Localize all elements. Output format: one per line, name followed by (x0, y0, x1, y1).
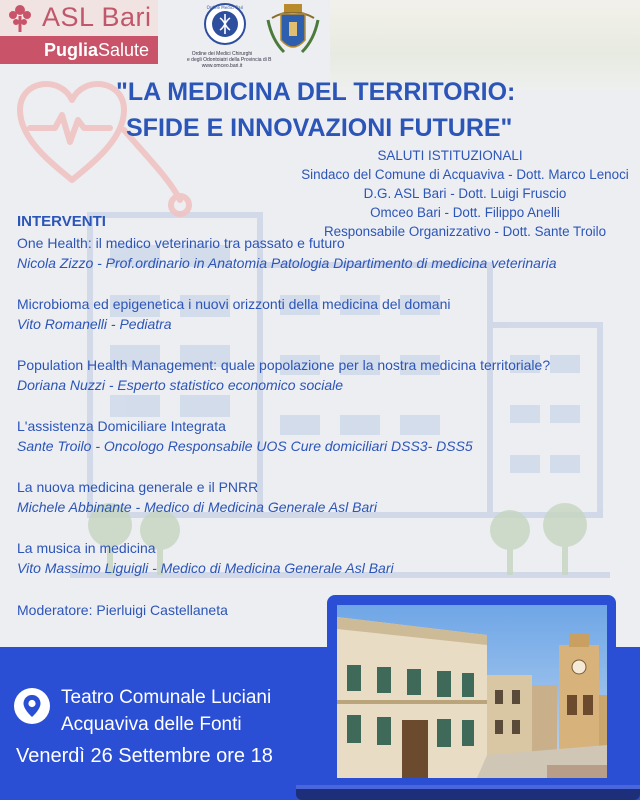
asl-logo-subtitle (44, 40, 149, 61)
asl-logo-sub-rest: Salute (98, 40, 150, 60)
intervento-speaker: Vito Romanelli - Pediatra (17, 316, 172, 332)
intervento-speaker: Michele Abbinante - Medico di Medicina Generale Asl Bari (17, 499, 378, 515)
intervento-item (17, 539, 617, 578)
comune-coat-of-arms-icon (262, 0, 324, 64)
asl-logo-sub-bold: Puglia (44, 40, 99, 60)
venue-photo (337, 605, 607, 778)
intervento-item (17, 295, 617, 334)
asl-tree-icon (4, 2, 36, 34)
omceo-url: www.omceo.bari.it (201, 63, 243, 69)
intervento-item (17, 417, 617, 456)
event-title (116, 74, 556, 146)
omceo-seal-icon (203, 2, 247, 46)
saluti-line: D.G. ASL Bari - Dott. Luigi Fruscio (363, 186, 567, 201)
intervento-item (17, 478, 617, 517)
saluti-line: Omceo Bari - Dott. Filippo Anelli (370, 205, 560, 220)
omceo-bari-logo (187, 2, 272, 69)
laptop-base (296, 788, 640, 800)
intervento-speaker: Nicola Zizzo - Prof.ordinario in Anatomia Patologia Dipartimento di medicina veterinaria (17, 255, 557, 271)
asl-bari-logo (0, 0, 158, 64)
event-title-line1: "LA MEDICINA DEL TERRITORIO: (116, 78, 516, 106)
intervento-title: La musica in medicina (17, 540, 156, 556)
asl-logo-name: ASL Bari (42, 2, 152, 32)
interventi-heading: INTERVENTI (17, 213, 106, 230)
venue-line1: Teatro Comunale Luciani (61, 687, 272, 708)
venue-text (61, 684, 271, 738)
intervento-title: Population Health Management: quale popolazione per la nostra medicina territoriale? (17, 357, 551, 373)
intervento-title: One Health: il medico veterinario tra passato e futuro (17, 235, 345, 251)
event-date: Venerdì 26 Settembre ore 18 (16, 745, 273, 767)
intervento-speaker: Doriana Nuzzi - Esperto statistico economico sociale (17, 377, 344, 393)
intervento-title: La nuova medicina generale e il PNRR (17, 479, 259, 495)
saluti-heading: SALUTI ISTITUZIONALI (377, 148, 523, 163)
venue-line2: Acquaviva delle Fonti (61, 714, 242, 735)
omceo-line2: e degli Odontoiatri della Provincia di B (187, 57, 272, 63)
location-pin-icon (22, 694, 42, 718)
theater-photo-illustration (337, 605, 607, 778)
omceo-line1: Ordine dei Medici Chirurghi (191, 51, 253, 57)
intervento-item (17, 234, 617, 273)
saluti-line: Responsabile Organizzativo - Dott. Sante Troilo (323, 224, 607, 239)
saluti-line: Sindaco del Comune di Acquaviva - Dott. Marco Lenoci (301, 167, 629, 182)
intervento-title: L'assistenza Domiciliare Integrata (17, 418, 226, 434)
moderatore: Moderatore: Pierluigi Castellaneta (17, 602, 228, 618)
intervento-speaker: Vito Massimo Liguigli - Medico di Medicina Generale Asl Bari (17, 560, 394, 576)
intervento-item (17, 356, 617, 395)
interventi-program (17, 213, 617, 620)
event-title-line2: SFIDE E INNOVAZIONI FUTURE" (126, 114, 513, 142)
intervento-speaker: Sante Troilo - Oncologo Responsabile UOS Cure domiciliari DSS3- DSS5 (17, 438, 473, 454)
location-pin-badge (14, 688, 50, 724)
intervento-title: Microbioma ed epigenetica i nuovi orizzonti della medicina del domani (17, 296, 451, 312)
omceo-seal-text: Ordine Medici Bari (206, 5, 244, 10)
